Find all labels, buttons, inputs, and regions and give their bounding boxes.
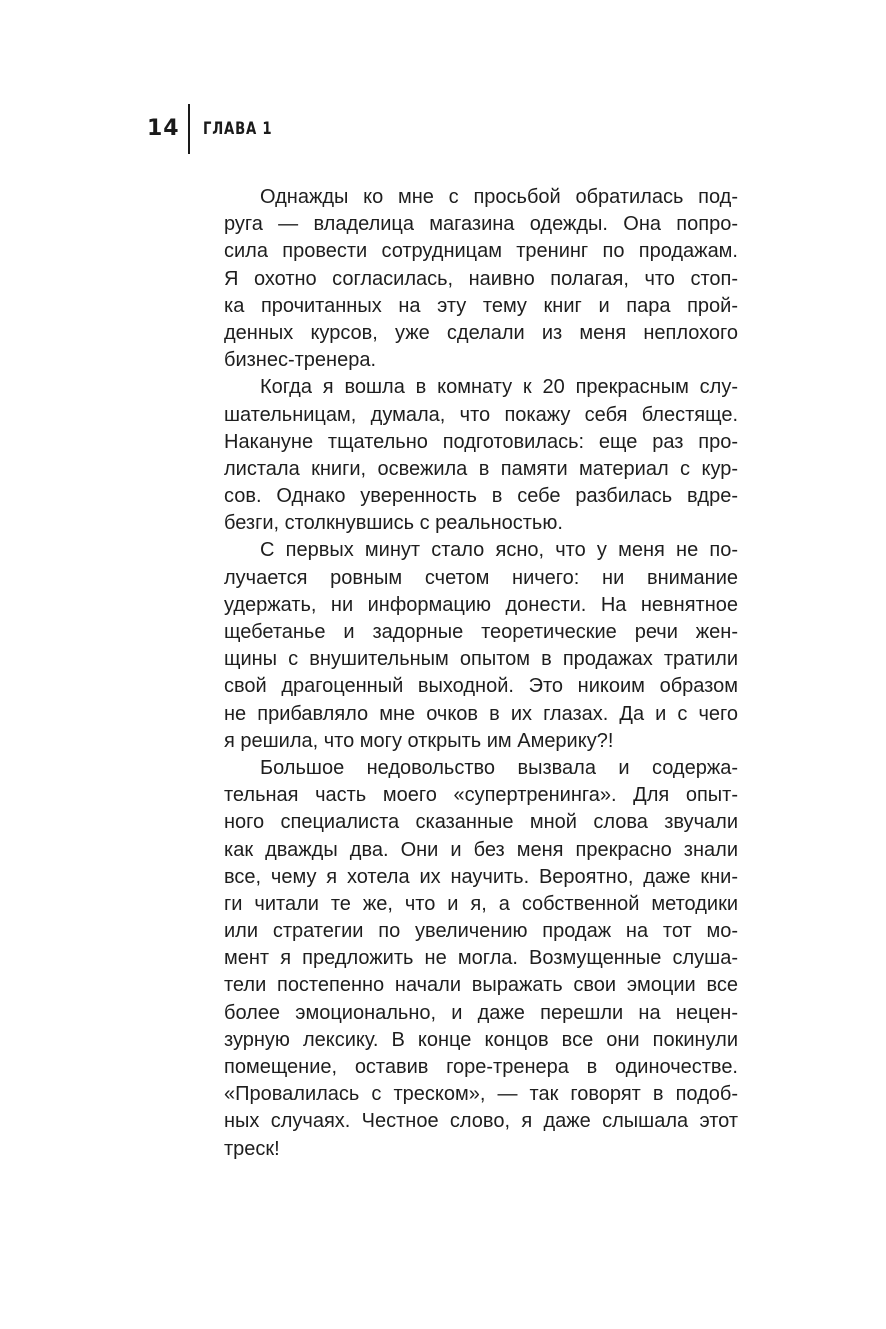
text-line: ги читали те же, что и я, а собственной методики <box>224 892 738 915</box>
text-line: щины с внушительным опытом в продажах тратили <box>224 648 738 671</box>
text-line: лучается ровным счетом ничего: ни внимание <box>224 566 738 589</box>
text-line: ных случаях. Честное слово, я даже слышала этот <box>224 1110 738 1133</box>
text-line: Я охотно согласилась, наивно полагая, что стоп- <box>224 267 738 290</box>
text-line: я решила, что могу открыть им Америку?! <box>224 729 614 752</box>
text-line: Когда я вошла в комнату к 20 прекрасным слу- <box>260 376 738 399</box>
chapter-title: ГЛАВА 1 <box>203 119 273 139</box>
text-line: мент я предложить не могла. Возмущенные слуша- <box>224 947 738 970</box>
text-line: листала книги, освежила в памяти материал с кур- <box>224 457 738 480</box>
text-line: безги, столкнувшись с реальностью. <box>224 512 563 535</box>
paragraph <box>224 184 738 374</box>
text-line: шательницам, думала, что покажу себя блестяще. <box>224 403 738 426</box>
text-line: ного специалиста сказанные мной слова звучали <box>224 811 738 834</box>
text-line: более эмоционально, и даже перешли на нецен- <box>224 1001 738 1024</box>
text-line: помещение, оставив горе-тренера в одиночестве. <box>224 1056 738 1078</box>
paragraph <box>224 755 738 1163</box>
text-line: треск! <box>224 1137 280 1160</box>
text-line: сила провести сотрудницам тренинг по продажам. <box>224 240 738 263</box>
text-line: Большое недовольство вызвала и содержа- <box>260 756 738 779</box>
text-line: тельная часть моего «супертренинга». Для опыт- <box>224 784 738 807</box>
text-line: все, чему я хотела их научить. Вероятно, даже кни- <box>224 865 738 888</box>
body-text <box>224 184 738 1163</box>
text-line: ка прочитанных на эту тему книг и пара прой- <box>224 294 738 317</box>
text-line: «Провалилась с треском», — так говорят в подоб- <box>224 1083 738 1106</box>
header-divider <box>188 104 190 154</box>
text-line: как дважды два. Они и без меня прекрасно знали <box>224 838 738 861</box>
text-line: руга — владелица магазина одежды. Она попро- <box>224 213 738 236</box>
text-line: Накануне тщательно подготовилась: еще раз про- <box>224 430 738 453</box>
paragraph <box>224 374 738 537</box>
text-line: зурную лексику. В конце концов все они покинули <box>224 1028 738 1051</box>
paragraph <box>224 537 738 755</box>
text-line: или стратегии по увеличению продаж на тот мо- <box>224 920 738 943</box>
text-line: Однажды ко мне с просьбой обратилась под- <box>260 186 738 208</box>
text-line: удержать, ни информацию донести. На невнятное <box>224 593 738 616</box>
text-line: тели постепенно начали выражать свои эмоции все <box>224 974 738 997</box>
text-line: С первых минут стало ясно, что у меня не по- <box>260 539 738 562</box>
text-line: денных курсов, уже сделали из меня неплохого <box>224 321 738 344</box>
text-line: щебетанье и задорные теоретические речи жен- <box>224 621 738 643</box>
text-line: бизнес-тренера. <box>224 349 377 372</box>
text-line: сов. Однако уверенность в себе разбилась вдре- <box>224 485 738 508</box>
text-line: не прибавляло мне очков в их глазах. Да и с чего <box>224 702 738 725</box>
text-line: свой драгоценный выходной. Это никоим образом <box>224 675 738 698</box>
page-number: 14 <box>147 116 180 141</box>
